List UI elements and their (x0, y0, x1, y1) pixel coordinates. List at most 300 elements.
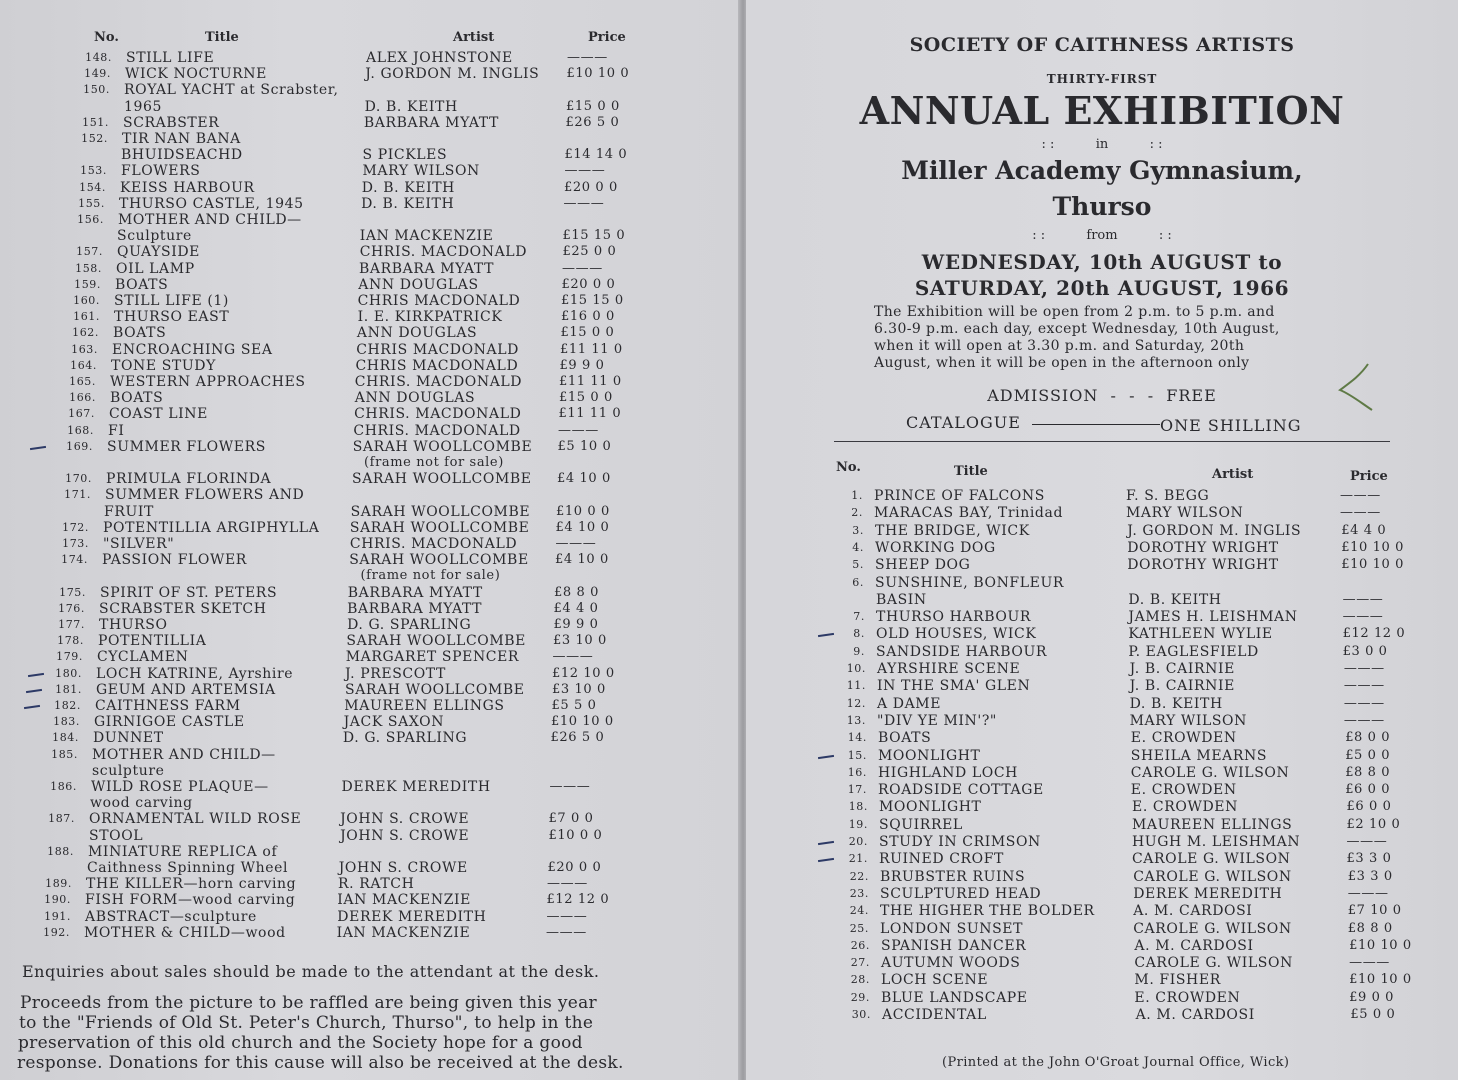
item-title: IN THE SMA' GLEN (877, 678, 1031, 695)
item-title: SCRABSTER SKETCH (99, 600, 267, 617)
item-artist: BARBARA MYATT (347, 584, 483, 601)
item-number: 181. (55, 682, 82, 696)
item-artist: J. PRESCOTT (345, 665, 446, 682)
item-title: BASIN (876, 591, 927, 608)
item-price: £2 10 0 (1346, 816, 1401, 832)
item-title: THE HIGHER THE BOLDER (880, 903, 1095, 920)
item-number: 180. (55, 666, 82, 680)
item-title: OIL LAMP (116, 260, 195, 277)
item-price: £20 0 0 (564, 179, 618, 195)
item-price: £10 10 0 (551, 714, 614, 730)
catalogue-price: ONE SHILLING (1160, 416, 1302, 435)
item-number: 156. (77, 213, 104, 226)
item-artist: D. B. KEITH (361, 179, 455, 196)
item-title: MOTHER & CHILD—wood (84, 924, 286, 941)
item-artist: D. G. SPARLING (342, 730, 468, 747)
item-artist: MARGARET SPENCER (345, 649, 520, 666)
item-price: ——— (1343, 678, 1385, 694)
item-number: 160. (73, 294, 100, 307)
item-artist: CHRIS. MACDONALD (359, 244, 528, 261)
item-number: 8. (853, 627, 865, 641)
item-artist: JOHN S. CROWE (340, 811, 470, 828)
item-price: £15 0 0 (559, 390, 613, 406)
item-artist: A. M. CARDOSI (1133, 903, 1253, 920)
item-title: TIR NAN BANA (122, 131, 241, 147)
item-number: 158. (75, 261, 102, 275)
item-number: 9. (853, 644, 865, 658)
item-number: 24. (849, 904, 869, 918)
item-title: AUTUMN WOODS (881, 955, 1021, 972)
item-title: STOOL (89, 827, 144, 844)
item-number: 191. (44, 909, 71, 923)
item-artist: SARAH WOOLLCOMBE (352, 471, 532, 488)
item-price: ——— (1343, 712, 1385, 728)
item-artist: P. EAGLESFIELD (1128, 643, 1259, 660)
item-price: £6 0 0 (1346, 799, 1392, 815)
item-title: CAITHNESS FARM (95, 698, 241, 714)
col-header-artist: Artist (1212, 467, 1254, 482)
item-artist: CHRIS MACDONALD (355, 357, 519, 374)
item-title: QUAYSIDE (117, 244, 200, 261)
item-price: £12 10 0 (552, 665, 615, 681)
item-number: 20. (848, 835, 868, 848)
catalogue-rule (1032, 424, 1160, 425)
item-number: 163. (71, 342, 98, 356)
item-artist: D. B. KEITH (364, 98, 458, 115)
item-title: ABSTRACT—sculpture (85, 908, 257, 925)
item-price: £3 0 0 (1342, 643, 1388, 659)
item-price: £3 3 0 (1346, 851, 1392, 867)
exhibition-title: ANNUAL EXHIBITION (859, 88, 1345, 133)
item-number: 167. (68, 407, 95, 421)
item-artist: BARBARA MYATT (359, 260, 495, 277)
item-title: STUDY IN CRIMSON (879, 834, 1041, 850)
item-number: 162. (72, 326, 99, 340)
item-title: SUNSHINE, BONFLEUR (875, 574, 1064, 591)
item-price: ——— (558, 422, 599, 438)
item-title: "DIV YE MIN'?" (877, 712, 997, 729)
item-title: STILL LIFE (1) (114, 293, 229, 309)
item-price: £10 10 0 (1349, 937, 1412, 953)
item-artist: JOHN S. CROWE (340, 827, 470, 844)
item-number: 18. (848, 800, 868, 814)
item-number: 153. (80, 164, 107, 178)
item-title: WILD ROSE PLAQUE— (91, 779, 269, 795)
item-title: ACCIDENTAL (882, 1007, 987, 1023)
item-number: 155. (78, 196, 105, 210)
item-number: 7. (853, 610, 865, 624)
item-price: £20 0 0 (547, 860, 602, 875)
date-line-2: SATURDAY, 20th AUGUST, 1966 (914, 276, 1290, 300)
item-title: MOONLIGHT (878, 747, 981, 764)
col-header-artist: Artist (453, 30, 495, 45)
item-artist: (frame not for sale) (364, 455, 504, 470)
item-artist: DOROTHY WRIGHT (1127, 539, 1279, 556)
item-price: ——— (552, 649, 594, 665)
item-title: BOATS (113, 325, 167, 342)
item-title: TONE STUDY (111, 357, 216, 374)
item-title: ROADSIDE COTTAGE (878, 782, 1044, 799)
item-number: 16. (847, 765, 867, 779)
item-artist: HUGH M. LEISHMAN (1132, 834, 1301, 850)
item-price: ——— (1343, 695, 1385, 711)
item-price: £4 10 0 (555, 552, 609, 568)
item-price: £8 8 0 (554, 584, 599, 600)
society-name: SOCIETY OF CAITHNESS ARTISTS (909, 34, 1295, 56)
item-number: 190. (44, 893, 71, 907)
item-artist: IAN MACKENZIE (336, 924, 471, 941)
item-artist: CHRIS. MACDONALD (354, 406, 522, 423)
right-page (746, 0, 1458, 1080)
item-artist: ALEX JOHNSTONE (366, 50, 513, 66)
item-artist: JAMES H. LEISHMAN (1128, 609, 1298, 626)
item-artist: D. G. SPARLING (347, 617, 472, 633)
item-artist: CAROLE G. WILSON (1133, 868, 1292, 885)
item-price: ——— (549, 779, 591, 794)
item-number: 174. (61, 553, 88, 567)
item-title: DUNNET (93, 730, 164, 747)
item-price: £10 10 0 (1341, 557, 1404, 573)
item-number: 154. (79, 180, 106, 194)
item-artist: ANN DOUGLAS (356, 325, 478, 342)
item-artist: ANN DOUGLAS (354, 390, 476, 407)
item-number: 29. (850, 990, 870, 1004)
item-title: 1965 (124, 98, 163, 115)
item-title: Sculpture (117, 228, 192, 245)
item-title: FRUIT (104, 503, 154, 520)
item-artist: DEREK MEREDITH (341, 779, 491, 795)
item-price: £15 0 0 (560, 325, 615, 341)
item-artist: J. B. CAIRNIE (1129, 678, 1235, 695)
item-title: ORNAMENTAL WILD ROSE (89, 811, 302, 828)
item-title: LONDON SUNSET (880, 920, 1024, 937)
item-number: 13. (846, 713, 866, 727)
item-number: 17. (847, 783, 867, 797)
item-price: £11 11 0 (559, 374, 622, 389)
item-title: WESTERN APPROACHES (110, 374, 306, 390)
item-title: GEUM AND ARTEMSIA (96, 681, 276, 698)
pencil-tick-mark (26, 689, 42, 693)
item-title: SPANISH DANCER (881, 937, 1027, 954)
item-title: POTENTILLIA ARGIPHYLLA (103, 519, 320, 536)
item-price: £11 11 0 (558, 406, 622, 422)
item-number: 12. (846, 696, 866, 710)
item-number: 11. (846, 679, 866, 693)
item-price: £3 10 0 (553, 633, 607, 649)
item-price: ——— (563, 195, 605, 211)
item-title: ROYAL YACHT at Scrabster, (124, 82, 339, 99)
item-title: SCRABSTER (123, 114, 220, 131)
item-price: £4 4 0 (553, 600, 599, 616)
raffle-line: to the "Friends of Old St. Peter's Church, Thurso", to help in the (19, 1013, 594, 1033)
item-number: 21. (848, 852, 868, 866)
item-price: £10 10 0 (1341, 539, 1404, 555)
item-title: Caithness Spinning Wheel (87, 860, 289, 876)
item-artist: MARY WILSON (362, 163, 480, 180)
hours-line: The Exhibition will be open from 2 p.m. to 5 p.m. and (874, 304, 1275, 320)
item-number: 26. (850, 938, 870, 952)
item-number: 169. (66, 439, 93, 453)
item-number: 184. (52, 731, 79, 745)
item-price: ——— (547, 876, 588, 892)
item-price: ——— (1346, 834, 1388, 849)
item-number: 2. (851, 506, 863, 520)
item-price: ——— (555, 536, 597, 551)
item-title: SQUIRREL (879, 816, 963, 833)
item-artist: IAN MACKENZIE (337, 892, 472, 909)
item-artist: SHEILA MEARNS (1130, 747, 1268, 764)
item-artist: JOHN S. CROWE (338, 860, 468, 876)
item-number: 23. (849, 886, 869, 900)
item-number: 27. (850, 956, 870, 970)
item-title: AYRSHIRE SCENE (877, 661, 1021, 677)
item-number: 175. (59, 585, 86, 599)
item-title: THURSO (99, 617, 168, 633)
item-price: £10 0 0 (548, 827, 603, 843)
item-number: 157. (76, 245, 103, 259)
item-title: "SILVER" (103, 536, 175, 552)
item-price: ——— (1342, 591, 1384, 607)
item-title: SUMMER FLOWERS AND (105, 487, 305, 504)
raffle-line: preservation of this old church and the Society hope for a good (18, 1033, 583, 1053)
item-title: SPIRIT OF ST. PETERS (100, 584, 278, 601)
item-artist: MARY WILSON (1129, 712, 1247, 729)
item-price: £8 8 0 (1345, 764, 1391, 780)
item-artist: CHRIS MACDONALD (357, 293, 521, 309)
item-artist: J. GORDON M. INGLIS (1127, 522, 1302, 539)
item-price: £20 0 0 (561, 276, 616, 292)
item-number: 165. (69, 375, 96, 388)
item-title: PASSION FLOWER (102, 552, 247, 569)
item-number: 30. (851, 1008, 871, 1021)
item-artist: DEREK MEREDITH (337, 908, 487, 925)
col-header-price: Price (1350, 469, 1388, 484)
item-price: £4 10 0 (557, 471, 611, 487)
item-number: 185. (51, 747, 78, 761)
item-price: £8 0 0 (1345, 730, 1391, 746)
item-price: £5 5 0 (551, 698, 597, 713)
item-artist: MAUREEN ELLINGS (1132, 816, 1293, 833)
item-price: £3 10 0 (552, 681, 606, 697)
raffle-line: Proceeds from the picture to be raffled are being given this year (20, 993, 597, 1013)
item-title: FI (108, 422, 125, 439)
item-title: WICK NOCTURNE (125, 66, 267, 83)
hours-line: 6.30-9 p.m. each day, except Wednesday, 10th August, (874, 321, 1280, 337)
item-artist: SARAH WOOLLCOMBE (349, 519, 530, 536)
item-number: 148. (85, 51, 112, 64)
item-number: 150. (83, 83, 110, 97)
item-price: £4 10 0 (555, 519, 610, 535)
pencil-tick-mark (30, 446, 46, 450)
item-price: £25 0 0 (562, 244, 617, 260)
item-price: £26 5 0 (550, 730, 605, 746)
item-title: SCULPTURED HEAD (880, 885, 1042, 902)
item-price: ——— (1347, 885, 1389, 901)
item-artist: E. CROWDEN (1130, 730, 1237, 747)
item-price: £5 0 0 (1345, 747, 1391, 763)
item-price: £10 10 0 (1349, 972, 1412, 988)
item-artist: SARAH WOOLLCOMBE (350, 503, 531, 520)
col-header-no: No. (836, 460, 861, 475)
item-artist: I. E. KIRKPATRICK (357, 309, 503, 326)
item-number: 14. (847, 731, 867, 745)
item-title: wood carving (90, 795, 193, 812)
item-title: BOATS (878, 730, 932, 747)
item-artist: CAROLE G. WILSON (1132, 851, 1291, 868)
item-price: ——— (1342, 609, 1384, 625)
item-artist: MARY WILSON (1126, 505, 1244, 522)
item-title: sculpture (92, 762, 165, 779)
item-title: CYCLAMEN (97, 649, 189, 666)
item-price: £5 10 0 (557, 438, 612, 454)
item-artist: CAROLE G. WILSON (1133, 920, 1292, 937)
item-title: MINIATURE REPLICA of (88, 843, 278, 860)
item-title: STILL LIFE (126, 50, 215, 66)
item-artist: CHRIS. MACDONALD (349, 536, 518, 552)
item-price: £8 8 0 (1347, 920, 1393, 936)
hours-line: August, when it will be open in the afternoon only (874, 355, 1250, 371)
item-price: ——— (1349, 955, 1390, 971)
item-artist: CAROLE G. WILSON (1130, 764, 1290, 781)
item-artist: S PICKLES (362, 147, 448, 164)
item-number: 3. (852, 523, 864, 537)
item-price: £9 9 0 (559, 357, 605, 373)
item-title: KEISS HARBOUR (120, 179, 255, 196)
item-number: 6. (852, 575, 864, 589)
pencil-check-mark (1338, 360, 1378, 414)
item-number: 183. (53, 715, 80, 729)
item-artist: F. S. BEGG (1126, 488, 1210, 504)
item-number: 192. (43, 925, 70, 939)
item-title: ENCROACHING SEA (112, 341, 273, 358)
item-title: WORKING DOG (875, 539, 996, 556)
item-price: ——— (546, 908, 588, 924)
item-artist: M. FISHER (1134, 972, 1221, 989)
item-price: ——— (1340, 505, 1381, 521)
item-price: ——— (567, 50, 608, 65)
item-number: 177. (58, 618, 85, 631)
item-number: 176. (58, 601, 85, 615)
in-divider: : : in : : (1041, 137, 1163, 152)
item-number: 173. (62, 537, 89, 550)
item-title: SHEEP DOG (875, 557, 971, 574)
item-number: 161. (73, 310, 100, 324)
item-title: FLOWERS (121, 163, 201, 180)
item-price: £15 15 0 (562, 228, 626, 244)
raffle-line: response. Donations for this cause will also be received at the desk. (17, 1053, 624, 1073)
item-artist: D. B. KEITH (1128, 591, 1222, 608)
section-divider (834, 441, 1390, 442)
item-title: THURSO HARBOUR (876, 609, 1032, 626)
item-price: £9 9 0 (553, 617, 599, 632)
item-artist: CHRIS MACDONALD (356, 341, 519, 358)
catalogue-label: CATALOGUE (906, 413, 1021, 432)
item-title: MOTHER AND CHILD— (92, 746, 276, 763)
from-divider: : : from : : (1032, 228, 1172, 243)
item-title: SANDSIDE HARBOUR (876, 643, 1048, 660)
item-number: 164. (70, 358, 97, 372)
item-price: £26 5 0 (565, 114, 620, 130)
item-title: THURSO EAST (114, 309, 230, 326)
item-artist: E. CROWDEN (1134, 989, 1241, 1006)
enquiries-note: Enquiries about sales should be made to the attendant at the desk. (22, 962, 600, 981)
item-title: BLUE LANDSCAPE (881, 989, 1028, 1006)
item-price: £11 11 0 (560, 341, 623, 357)
item-number: 188. (47, 844, 74, 858)
admission-line: ADMISSION - - - FREE (987, 386, 1217, 405)
date-line-1: WEDNESDAY, 10th AUGUST to (921, 250, 1283, 274)
item-title: THE KILLER—horn carving (86, 876, 297, 893)
item-title: FISH FORM—wood carving (85, 892, 296, 909)
item-title: LOCH SCENE (881, 972, 989, 989)
item-number: 15. (847, 748, 867, 762)
item-number: 187. (48, 812, 75, 826)
pencil-tick-mark (24, 705, 40, 709)
item-title: LOCH KATRINE, Ayrshire (96, 665, 294, 682)
item-title: POTENTILLIA (98, 633, 207, 650)
item-title: MOTHER AND CHILD— (118, 212, 302, 228)
item-price: £10 10 0 (566, 66, 630, 82)
item-artist: DEREK MEREDITH (1133, 885, 1283, 902)
item-number: 1. (851, 489, 863, 502)
item-title: THE BRIDGE, WICK (875, 522, 1030, 539)
item-artist: (frame not for sale) (360, 568, 501, 584)
item-number: 179. (56, 650, 83, 664)
item-price: £5 0 0 (1350, 1007, 1396, 1022)
item-artist: J. GORDON M. INGLIS (365, 66, 540, 83)
item-title: BRUBSTER RUINS (880, 868, 1026, 885)
exhibition-ordinal: THIRTY-FIRST (1046, 72, 1158, 86)
item-title: HIGHLAND LOCH (878, 764, 1018, 781)
item-title: OLD HOUSES, WICK (876, 626, 1037, 643)
item-number: 168. (67, 423, 94, 437)
venue-line-2: Thurso (1052, 192, 1152, 221)
item-title: SUMMER FLOWERS (107, 438, 266, 455)
item-number: 28. (850, 973, 870, 987)
item-price: £16 0 0 (561, 309, 615, 325)
item-artist: SARAH WOOLLCOMBE (349, 552, 529, 569)
item-title: PRIMULA FLORINDA (106, 471, 272, 488)
item-number: 22. (849, 869, 869, 883)
item-artist: DOROTHY WRIGHT (1127, 557, 1279, 574)
printer-credit: (Printed at the John O'Groat Journal Office, Wick) (942, 1055, 1290, 1070)
venue-line-1: Miller Academy Gymnasium, (901, 156, 1303, 185)
item-number: 186. (50, 780, 77, 793)
item-price: ——— (562, 260, 603, 276)
item-price: ——— (1343, 661, 1385, 676)
item-artist: E. CROWDEN (1132, 799, 1238, 816)
item-number: 172. (62, 520, 89, 534)
item-price: £12 12 0 (1342, 626, 1406, 642)
item-number: 19. (848, 817, 868, 831)
item-number: 182. (54, 699, 81, 712)
item-number: 159. (74, 277, 101, 291)
item-number: 170. (65, 472, 92, 486)
item-number: 10. (846, 662, 866, 675)
item-artist: CAROLE G. WILSON (1134, 955, 1293, 972)
item-price: £12 12 0 (546, 892, 610, 908)
col-header-price: Price (588, 30, 626, 45)
item-artist: ANN DOUGLAS (358, 276, 479, 293)
item-number: 25. (849, 921, 869, 935)
item-artist: J. B. CAIRNIE (1129, 661, 1235, 677)
item-artist: KATHLEEN WYLIE (1128, 626, 1273, 643)
item-price: £7 0 0 (548, 811, 594, 827)
item-artist: SARAH WOOLLCOMBE (352, 438, 533, 455)
item-price: £6 0 0 (1345, 782, 1391, 798)
item-price: £7 10 0 (1347, 903, 1402, 919)
item-number: 171. (64, 488, 91, 502)
